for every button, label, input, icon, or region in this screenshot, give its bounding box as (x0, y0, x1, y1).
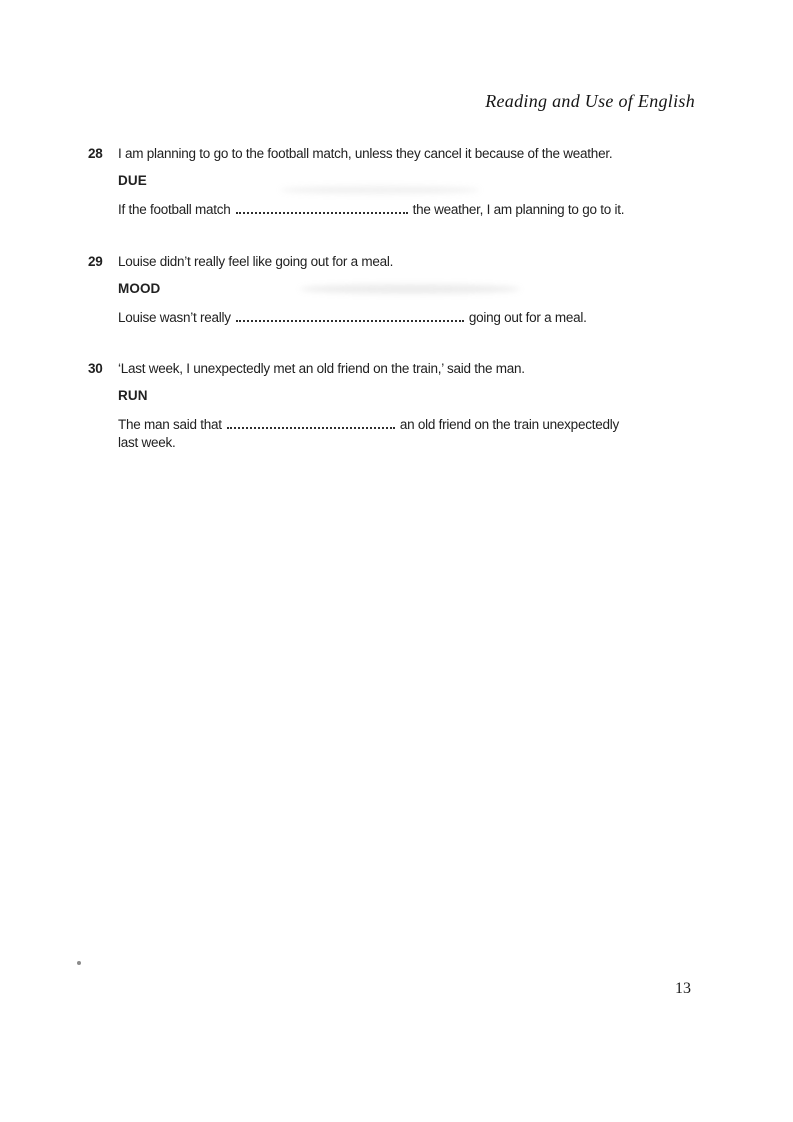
answer-blank (236, 200, 408, 214)
gap-after-text: an old friend on the train unexpectedly (399, 417, 619, 432)
scan-speck (77, 961, 81, 965)
question-prompt: I am planning to go to the football match, unless they cancel it because of the weather. (118, 146, 613, 161)
question-prompt: ‘Last week, I unexpectedly met an old friend on the train,’ said the man. (118, 361, 525, 376)
gap-sentence (118, 200, 760, 219)
answer-blank (236, 308, 464, 322)
question-keyword: MOOD (118, 281, 161, 296)
question-number: 29 (88, 254, 103, 269)
question-number: 30 (88, 361, 103, 376)
gap-after-text: going out for a meal. (468, 310, 587, 325)
gap-sentence (118, 415, 760, 434)
question-keyword: RUN (118, 388, 148, 403)
gap-after-text: the weather, I am planning to go to it. (412, 202, 625, 217)
question-keyword: DUE (118, 173, 147, 188)
gap-before-text: Louise wasn’t really (118, 310, 231, 325)
page-number: 13 (675, 980, 691, 997)
question-29 (88, 253, 760, 327)
gap-before-text: The man said that (118, 417, 222, 432)
question-prompt: Louise didn’t really feel like going out for a meal. (118, 254, 394, 269)
gap-after-text-line2: last week. (118, 435, 176, 450)
page-header-title: Reading and Use of English (485, 91, 695, 111)
gap-sentence (118, 308, 760, 327)
question-30 (88, 360, 760, 452)
gap-before-text: If the football match (118, 202, 231, 217)
question-28 (88, 145, 760, 219)
answer-blank (227, 415, 395, 429)
question-number: 28 (88, 146, 103, 161)
